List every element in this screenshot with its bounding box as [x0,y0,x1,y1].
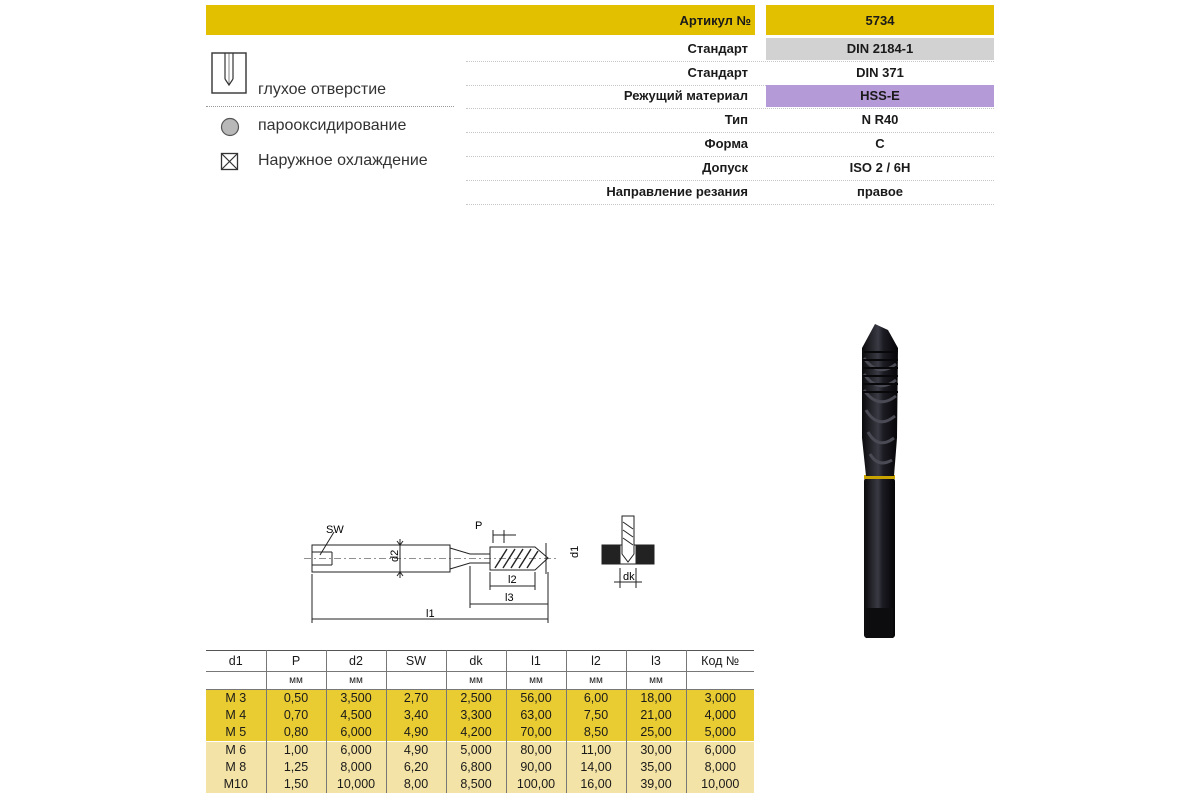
table-cell: 6,20 [386,759,446,776]
legend-item-blind-hole [206,52,456,104]
table-cell: 5,000 [686,724,754,742]
table-row [206,690,754,708]
column-header: l1 [506,651,566,672]
table-cell: 3,300 [446,707,506,724]
table-row [206,724,754,742]
table-cell: 8,500 [446,776,506,793]
table-cell: 7,50 [566,707,626,724]
table-cell: 30,00 [626,742,686,760]
table-cell: 21,00 [626,707,686,724]
table-cell: 4,500 [326,707,386,724]
table-cell: 14,00 [566,759,626,776]
table-cell: 4,200 [446,724,506,742]
table-cell: 4,000 [686,707,754,724]
spec-value: DIN 2184-1 [766,38,994,60]
article-value: 5734 [766,5,994,35]
label-dk: dk [623,571,635,583]
column-header: l2 [566,651,626,672]
label-d2: d2 [389,549,401,562]
column-header: SW [386,651,446,672]
spec-row-standard-2 [466,61,994,86]
spec-label: Допуск [702,160,748,175]
table-cell: 6,000 [686,742,754,760]
spec-value: DIN 371 [856,65,904,80]
column-header: d2 [326,651,386,672]
table-cell: 25,00 [626,724,686,742]
gray-circle-icon [220,117,240,137]
table-cell: 5,000 [446,742,506,760]
table-cell: 1,00 [266,742,326,760]
legend-divider [206,106,454,107]
table-row [206,759,754,776]
column-header: dk [446,651,506,672]
table-cell: M 4 [206,707,266,724]
unit-cell: мм [446,672,506,690]
spec-row-standard-1 [466,37,994,62]
legend-text: глухое отверстие [258,81,387,98]
legend-text: Наружное охлаждение [258,152,428,169]
spec-label: Стандарт [687,65,748,80]
table-cell: M 6 [206,742,266,760]
spec-label: Форма [704,136,748,151]
table-cell: 100,00 [506,776,566,793]
table-cell: 35,00 [626,759,686,776]
unit-cell: мм [506,672,566,690]
unit-cell [386,672,446,690]
table-units-row [206,672,754,690]
table-cell: M10 [206,776,266,793]
table-cell: 80,00 [506,742,566,760]
table-cell: 16,00 [566,776,626,793]
label-d1: d1 [569,545,581,558]
table-cell: 39,00 [626,776,686,793]
unit-cell [686,672,754,690]
table-cell: 8,000 [686,759,754,776]
table-cell: 10,000 [686,776,754,793]
table-cell: 4,90 [386,724,446,742]
label-p: P [475,520,483,532]
table-cell: 8,50 [566,724,626,742]
table-cell: 10,000 [326,776,386,793]
spec-value: ISO 2 / 6H [849,160,911,175]
legend-item-external-cooling [206,150,456,176]
table-cell: 56,00 [506,690,566,708]
column-header: Код № [686,651,754,672]
dimensions-table [206,650,754,793]
table-cell: 11,00 [566,742,626,760]
table-cell: 4,90 [386,742,446,760]
crossed-box-icon [220,152,240,172]
table-cell: 0,70 [266,707,326,724]
unit-cell: мм [326,672,386,690]
table-cell: 1,50 [266,776,326,793]
table-cell: 70,00 [506,724,566,742]
spec-row-tolerance [466,156,994,181]
blind-hole-icon [211,52,247,94]
table-cell: 2,500 [446,690,506,708]
spec-row-cutting-direction [466,180,994,205]
table-cell: 3,40 [386,707,446,724]
spec-value: правое [856,184,903,199]
column-header: d1 [206,651,266,672]
table-cell: M 5 [206,724,266,742]
spec-label: Режущий материал [623,88,748,103]
label-l1: l1 [426,608,435,620]
table-cell: 3,500 [326,690,386,708]
section-wall-right [636,545,654,564]
spec-label: Стандарт [687,41,748,56]
table-cell: 6,000 [326,724,386,742]
unit-cell: мм [266,672,326,690]
article-label: Артикул № [206,5,755,35]
table-cell: 8,00 [386,776,446,793]
table-cell: 0,50 [266,690,326,708]
label-l3: l3 [505,592,514,604]
spec-value: HSS-E [766,85,994,107]
spec-row-type [466,108,994,133]
table-row [206,707,754,724]
section-wall-left [602,545,620,564]
table-row [206,776,754,793]
legend-item-steam-oxidation [206,114,456,140]
table-cell: 0,80 [266,724,326,742]
column-header: l3 [626,651,686,672]
spec-label: Направление резания [606,184,748,199]
legend-text: парооксидирование [258,117,407,134]
tap-product-image [848,318,912,644]
unit-cell: мм [626,672,686,690]
spec-label: Тип [724,112,748,127]
tap-technical-drawing [290,510,670,630]
spec-row-form [466,132,994,157]
spec-row-material [466,84,994,109]
table-cell: 3,000 [686,690,754,708]
table-cell: 8,000 [326,759,386,776]
table-cell: 18,00 [626,690,686,708]
table-cell: M 3 [206,690,266,708]
table-cell: 63,00 [506,707,566,724]
spec-value: N R40 [861,112,899,127]
spec-value: C [875,136,885,151]
unit-cell [206,672,266,690]
table-cell: 6,000 [326,742,386,760]
column-header: P [266,651,326,672]
unit-cell: мм [566,672,626,690]
table-row [206,742,754,760]
table-header-row [206,651,754,672]
table-cell: M 8 [206,759,266,776]
table-cell: 6,00 [566,690,626,708]
label-l2: l2 [508,574,517,586]
table-cell: 1,25 [266,759,326,776]
label-sw: SW [326,524,344,536]
table-cell: 6,800 [446,759,506,776]
table-cell: 2,70 [386,690,446,708]
table-cell: 90,00 [506,759,566,776]
